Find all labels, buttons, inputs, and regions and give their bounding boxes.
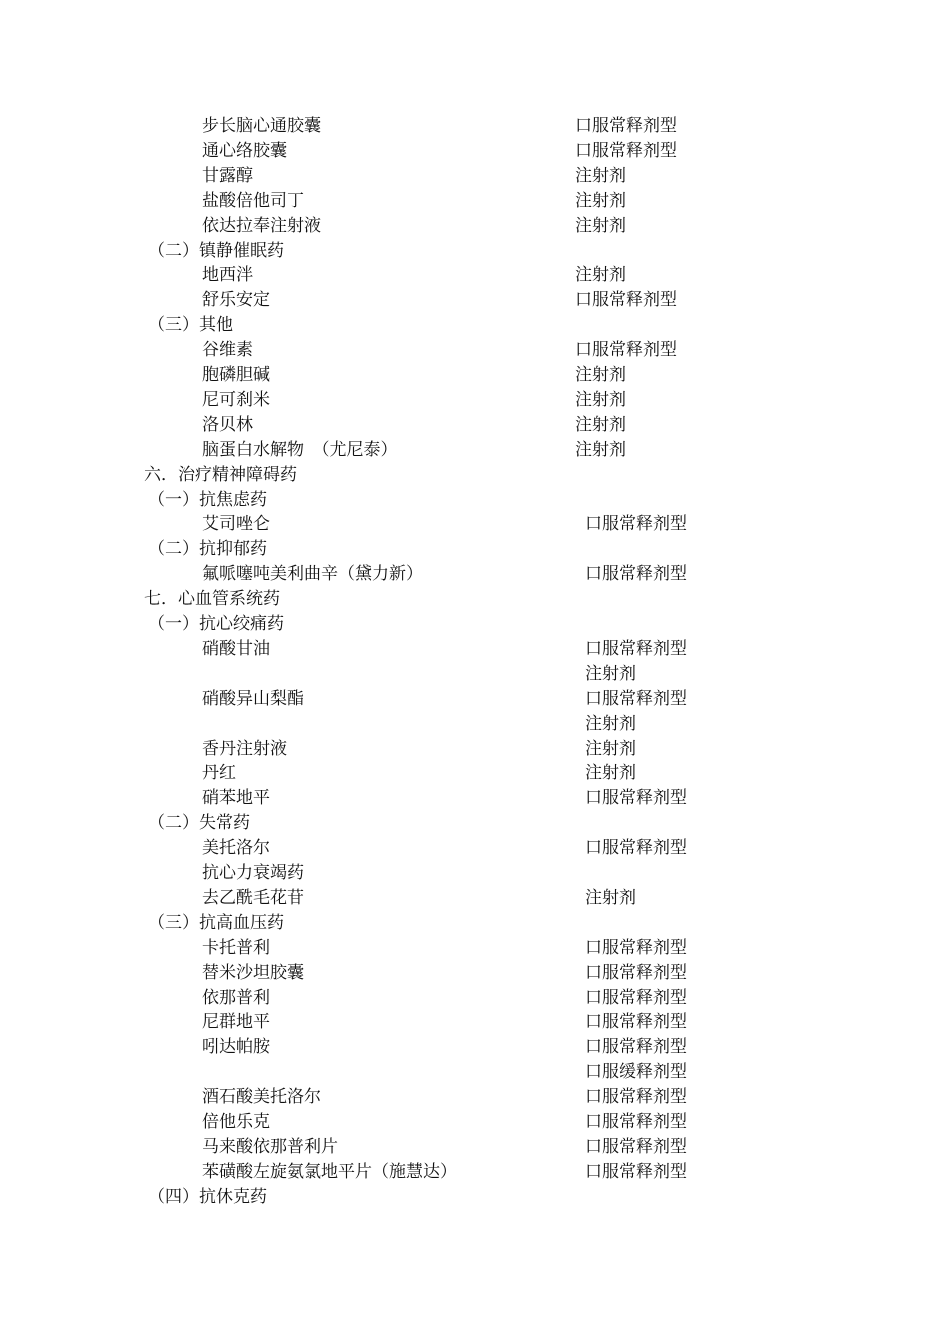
drug-name: 抗心力衰竭药 xyxy=(202,863,304,883)
heading-text: （三）抗高血压药 xyxy=(148,912,284,933)
dosage-form: 注射剂 xyxy=(575,414,626,435)
dosage-form: 口服常释剂型 xyxy=(585,1012,687,1033)
dosage-form: 注射剂 xyxy=(575,165,626,186)
drug-name: 舒乐安定 xyxy=(202,290,270,311)
drug-row xyxy=(0,986,950,1011)
drug-name: 步长脑心通胶囊 xyxy=(202,116,321,136)
drug-row xyxy=(0,512,950,537)
drug-name: 酒石酸美托洛尔 xyxy=(202,1087,321,1108)
dosage-form: 注射剂 xyxy=(575,389,626,410)
dosage-form: 口服常释剂型 xyxy=(585,838,687,859)
drug-row xyxy=(0,189,950,214)
drug-name: 脑蛋白水解物 （尤尼泰） xyxy=(202,439,398,460)
drug-row xyxy=(0,1035,950,1060)
drug-row xyxy=(0,662,950,687)
drug-row xyxy=(0,886,950,911)
drug-name: 谷维素 xyxy=(202,340,253,361)
heading-text: （二）失常药 xyxy=(148,813,250,834)
dosage-form: 注射剂 xyxy=(585,663,636,684)
drug-row xyxy=(0,164,950,189)
drug-name: 硝苯地平 xyxy=(202,788,270,809)
drug-name: 吲达帕胺 xyxy=(202,1037,270,1058)
drug-row xyxy=(0,338,950,363)
dosage-form: 口服常释剂型 xyxy=(585,962,687,983)
drug-row xyxy=(0,936,950,961)
drug-row xyxy=(0,637,950,662)
dosage-form: 注射剂 xyxy=(585,738,636,759)
drug-row xyxy=(0,388,950,413)
subsection-heading xyxy=(0,811,950,836)
drug-row xyxy=(0,1085,950,1110)
dosage-form: 口服常释剂型 xyxy=(585,564,687,585)
drug-name: 盐酸倍他司丁 xyxy=(202,190,304,211)
drug-name: 尼可刹米 xyxy=(202,389,270,410)
drug-name: 替米沙坦胶囊 xyxy=(202,962,304,983)
section-heading xyxy=(0,463,950,488)
drug-name: 洛贝林 xyxy=(202,414,253,435)
drug-name: 艾司唑仑 xyxy=(202,514,270,535)
heading-text: （四）抗休克药 xyxy=(148,1186,267,1207)
drug-row xyxy=(0,712,950,737)
heading-text: （三）其他 xyxy=(148,315,233,336)
drug-name: 硝酸甘油 xyxy=(202,638,270,659)
dosage-form: 口服常释剂型 xyxy=(585,987,687,1008)
dosage-form: 注射剂 xyxy=(575,265,626,286)
drug-row xyxy=(0,438,950,463)
dosage-form: 注射剂 xyxy=(585,713,636,734)
drug-row xyxy=(0,214,950,239)
drug-row xyxy=(0,836,950,861)
subsection-heading xyxy=(0,911,950,936)
drug-row xyxy=(0,1060,950,1085)
subsection-heading xyxy=(0,313,950,338)
drug-row xyxy=(0,1160,950,1185)
dosage-form: 口服常释剂型 xyxy=(585,1136,687,1157)
drug-name: 香丹注射液 xyxy=(202,738,287,759)
drug-row xyxy=(0,761,950,786)
dosage-form: 注射剂 xyxy=(585,763,636,784)
drug-row xyxy=(0,263,950,288)
subsection-heading xyxy=(0,488,950,513)
drug-name: 依达拉奉注射液 xyxy=(202,215,321,236)
drug-row xyxy=(0,861,950,886)
drug-row xyxy=(0,687,950,712)
drug-row xyxy=(0,139,950,164)
heading-text: （二）镇静催眠药 xyxy=(148,240,284,261)
drug-row xyxy=(0,786,950,811)
dosage-form: 口服常释剂型 xyxy=(575,290,677,311)
drug-row xyxy=(0,961,950,986)
drug-row xyxy=(0,1010,950,1035)
heading-text: （一）抗焦虑药 xyxy=(148,489,267,510)
drug-row xyxy=(0,562,950,587)
drug-name: 丹红 xyxy=(202,763,236,784)
dosage-form: 口服常释剂型 xyxy=(585,1087,687,1108)
heading-text: 七．心血管系统药 xyxy=(144,589,280,610)
drug-name: 倍他乐克 xyxy=(202,1112,270,1132)
dosage-form: 注射剂 xyxy=(575,365,626,385)
section-heading xyxy=(0,587,950,612)
dosage-form: 注射剂 xyxy=(575,215,626,236)
drug-name: 硝酸异山梨酯 xyxy=(202,688,304,709)
dosage-form: 口服常释剂型 xyxy=(585,688,687,709)
drug-name: 氟哌噻吨美利曲辛（黛力新） xyxy=(202,564,423,585)
drug-row xyxy=(0,413,950,438)
drug-name: 去乙酰毛花苷 xyxy=(202,887,304,908)
dosage-form: 口服常释剂型 xyxy=(585,1112,687,1132)
drug-row xyxy=(0,1135,950,1160)
dosage-form: 口服常释剂型 xyxy=(575,340,677,361)
drug-row xyxy=(0,737,950,762)
subsection-heading xyxy=(0,537,950,562)
drug-name: 通心络胶囊 xyxy=(202,140,287,161)
dosage-form: 口服缓释剂型 xyxy=(585,1062,687,1083)
drug-name: 马来酸依那普利片 xyxy=(202,1136,338,1157)
dosage-form: 口服常释剂型 xyxy=(585,1161,687,1182)
drug-name: 依那普利 xyxy=(202,987,270,1008)
dosage-form: 注射剂 xyxy=(585,887,636,908)
subsection-heading xyxy=(0,239,950,264)
drug-row xyxy=(0,114,950,139)
dosage-form: 口服常释剂型 xyxy=(575,140,677,161)
dosage-form: 注射剂 xyxy=(575,439,626,460)
heading-text: （二）抗抑郁药 xyxy=(148,539,267,560)
dosage-form: 口服常释剂型 xyxy=(585,937,687,958)
dosage-form: 口服常释剂型 xyxy=(585,1037,687,1058)
drug-name: 卡托普利 xyxy=(202,937,270,958)
heading-text: 六．治疗精神障碍药 xyxy=(144,464,297,485)
drug-name: 甘露醇 xyxy=(202,165,253,186)
drug-name: 胞磷胆碱 xyxy=(202,365,270,385)
dosage-form: 注射剂 xyxy=(575,190,626,211)
drug-name: 苯磺酸左旋氨氯地平片（施慧达） xyxy=(202,1161,457,1182)
drug-row xyxy=(0,363,950,388)
drug-name: 尼群地平 xyxy=(202,1012,270,1033)
drug-name: 地西泮 xyxy=(202,265,253,286)
dosage-form: 口服常释剂型 xyxy=(585,514,687,535)
dosage-form: 口服常释剂型 xyxy=(585,788,687,809)
drug-name: 美托洛尔 xyxy=(202,838,270,859)
heading-text: （一）抗心绞痛药 xyxy=(148,614,284,634)
drug-row xyxy=(0,288,950,313)
subsection-heading xyxy=(0,1185,950,1210)
drug-row xyxy=(0,1110,950,1135)
dosage-form: 口服常释剂型 xyxy=(585,638,687,659)
dosage-form: 口服常释剂型 xyxy=(575,116,677,136)
subsection-heading xyxy=(0,612,950,637)
